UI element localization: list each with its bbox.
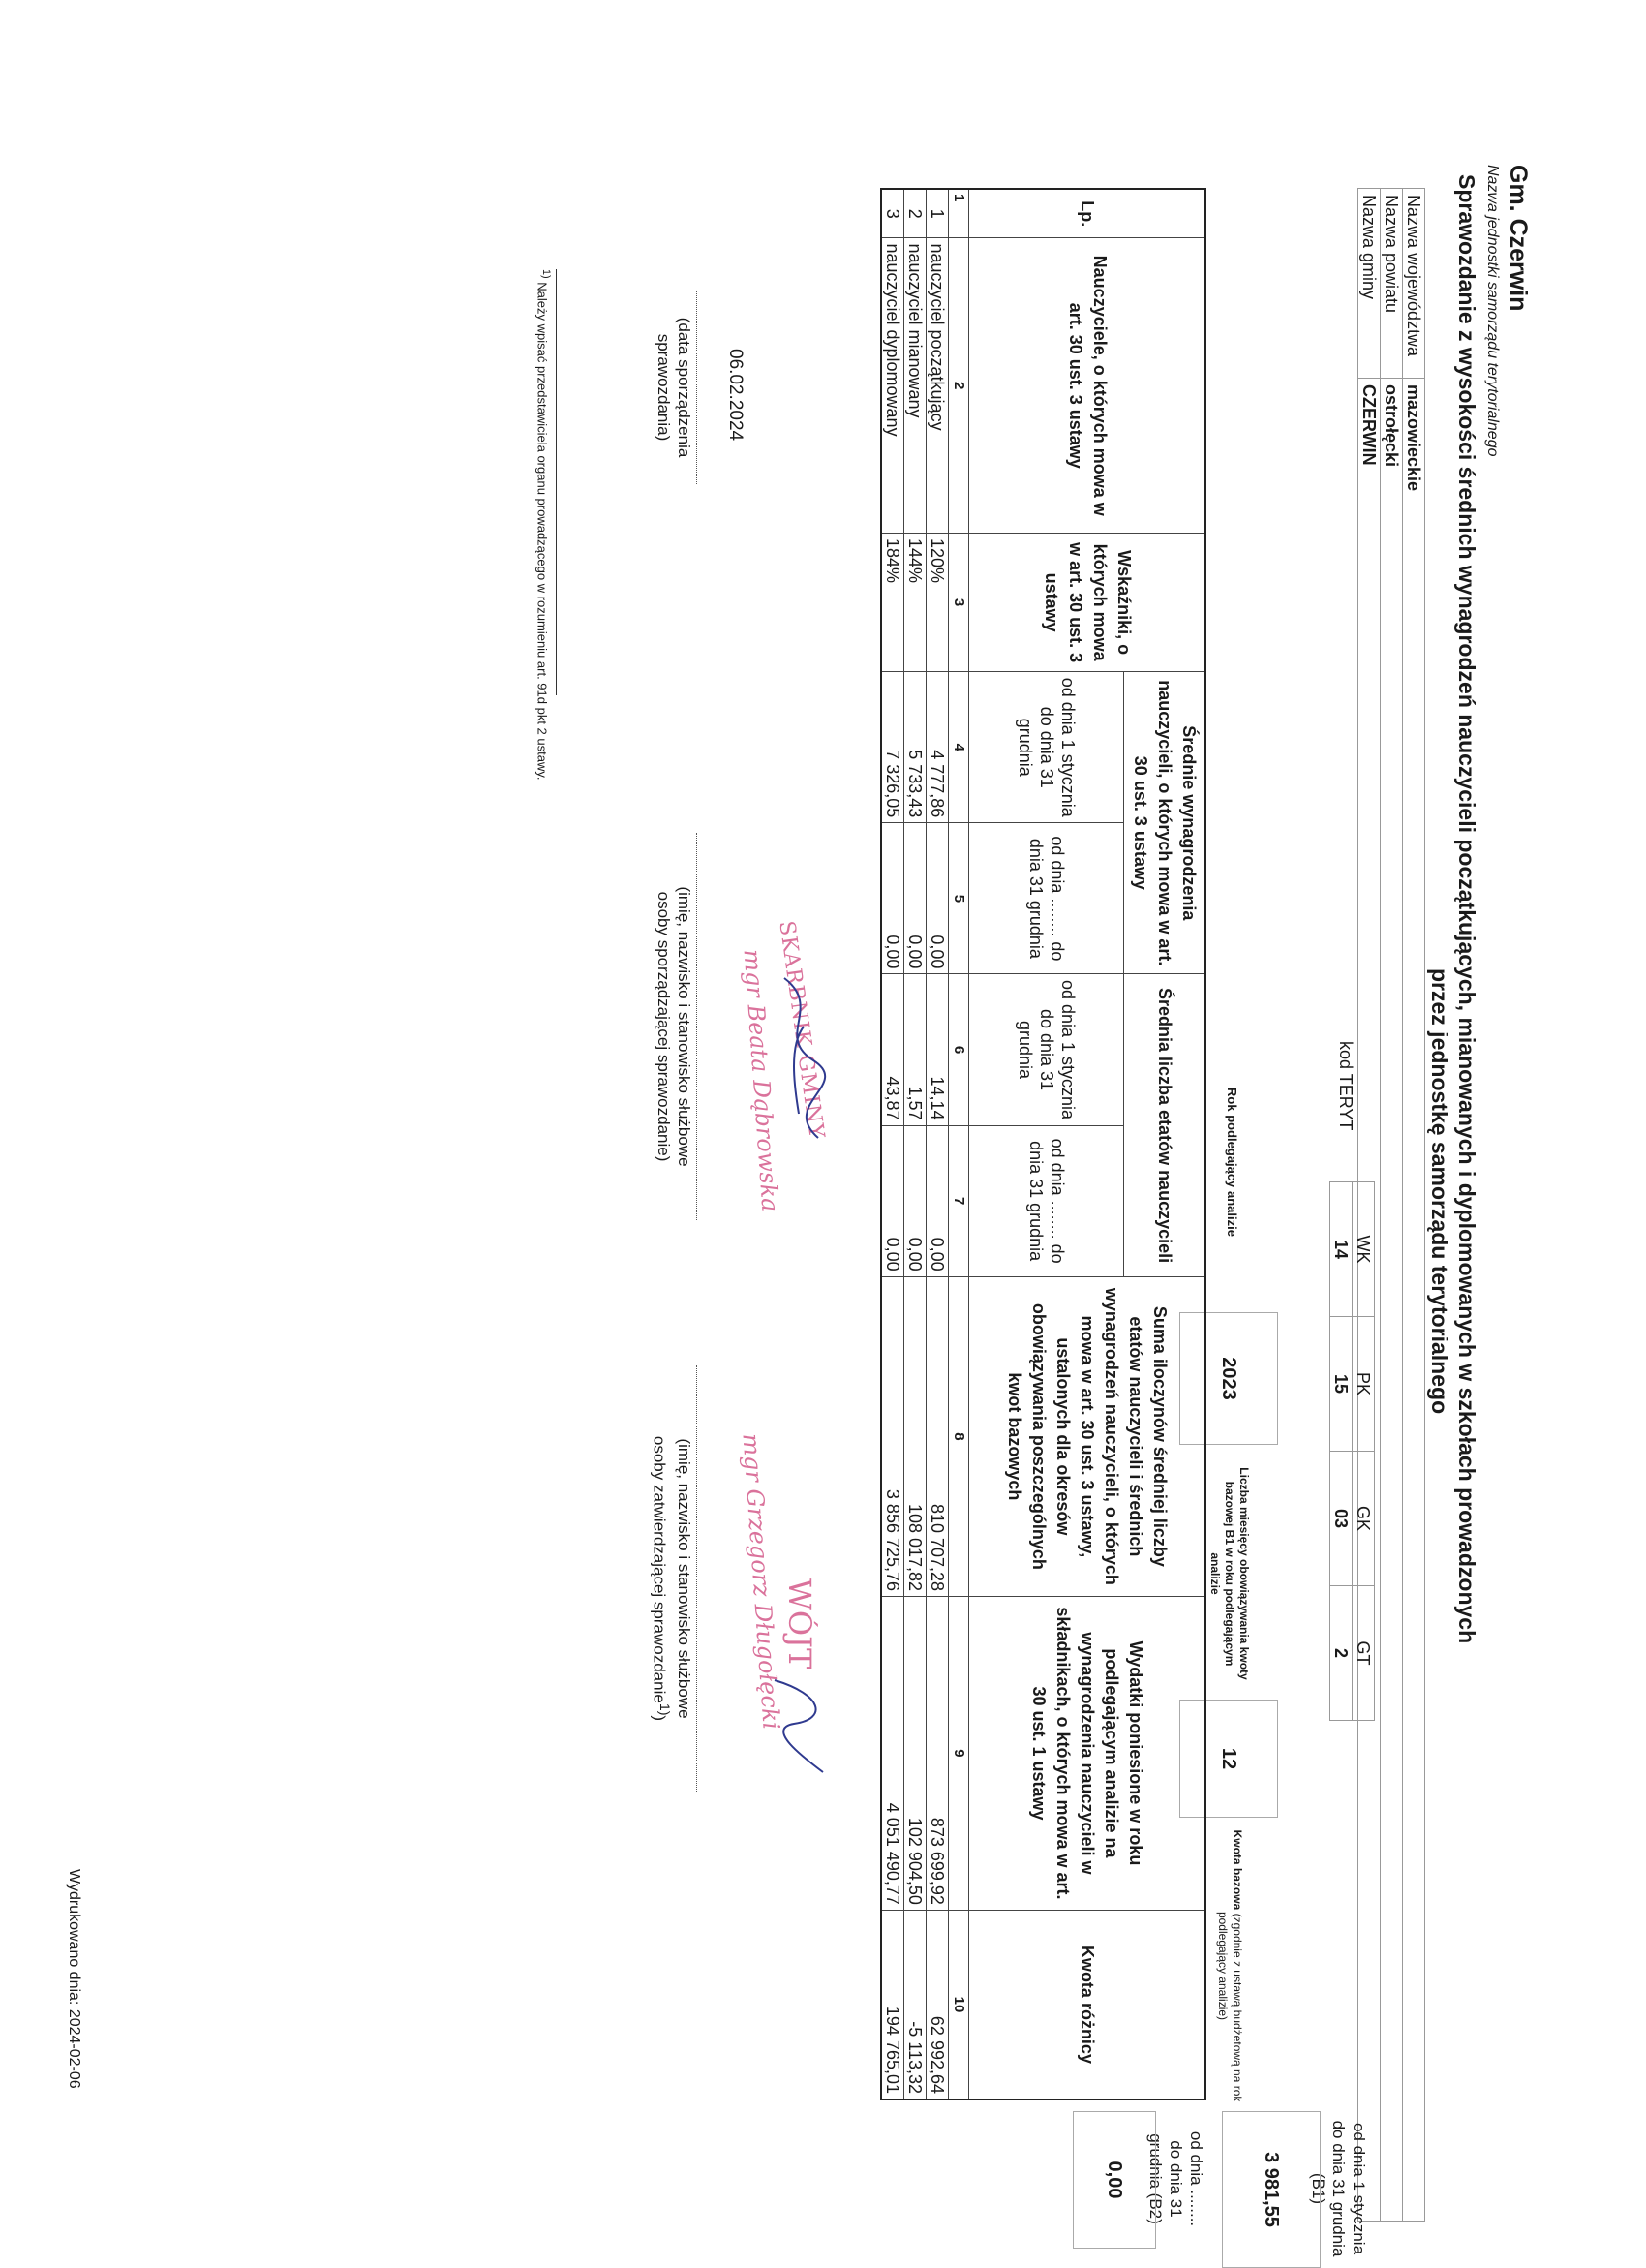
table-row bbox=[904, 189, 927, 2099]
row-sum: 108 017,82 bbox=[904, 1276, 927, 1596]
col-avg-salary-header: Średnie wynagrodzenia nauczycieli, o których mowa w art. 30 ust. 3 ustawy bbox=[1124, 672, 1205, 974]
row-indicator: 120% bbox=[927, 533, 949, 671]
date-caption-line1: (data sporządzenia bbox=[675, 317, 693, 458]
row-salary-b: 0,00 bbox=[904, 823, 927, 974]
row-lp: 2 bbox=[904, 189, 927, 238]
row-etat-b: 0,00 bbox=[882, 1125, 905, 1276]
row-salary-a: 5 733,43 bbox=[904, 672, 927, 823]
row-etat-b: 0,00 bbox=[904, 1125, 927, 1276]
footnote-divider bbox=[556, 269, 557, 695]
teryt-code-name: GT bbox=[1353, 1586, 1375, 1721]
location-row-voivodeship bbox=[1403, 189, 1425, 2222]
preparer-caption-line1: (imię, nazwisko i stanowisko służbowe bbox=[675, 886, 693, 1167]
row-expenses: 102 904,50 bbox=[904, 1597, 927, 1911]
column-index: 6 bbox=[949, 974, 969, 1125]
preparer-caption bbox=[654, 833, 697, 1220]
base-amount-label-note: (zgodnie z ustawą budżetową na rok podlegający analizie) bbox=[1216, 1911, 1244, 2102]
column-index: 5 bbox=[949, 823, 969, 974]
unit-name: Gm. Czerwin bbox=[1505, 165, 1532, 312]
teryt-code-name: WK bbox=[1353, 1182, 1375, 1317]
b1-value: 3 981,55 bbox=[1222, 2111, 1321, 2268]
col-salary-period-b: od dnia ........ do dnia 31 grudnia bbox=[969, 823, 1124, 974]
approver-caption-line2 bbox=[649, 1365, 674, 1792]
column-index: 2 bbox=[949, 238, 969, 534]
col-etat-period-a: od dnia 1 stycznia do dnia 31 grudnia bbox=[969, 974, 1124, 1125]
row-salary-b: 0,00 bbox=[927, 823, 949, 974]
row-sum: 810 707,28 bbox=[927, 1276, 949, 1596]
col-avg-etat-header: Średnia liczba etatów nauczycieli bbox=[1124, 974, 1205, 1276]
col-expenses-header: Wydatki poniesione w roku podlegającym analizie na wynagrodzenia nauczycieli w składnikach, o których mowa w art. 30 ust. 1 ustawy bbox=[969, 1597, 1205, 1911]
year-label: Rok podlegający analizie bbox=[1225, 1088, 1239, 1237]
teryt-code-value: 03 bbox=[1330, 1452, 1353, 1586]
col-sum-products-header: Suma iloczynów średniej liczby etatów nauczycieli i średnich wynagrodzeń nauczycieli, o których mowa w art. 30 ust. 3 ustawy, ustalonych dla okresów obowiązywania poszczególnych kwot bazowych bbox=[969, 1276, 1205, 1596]
year-value: 2023 bbox=[1179, 1312, 1278, 1445]
b2-label-line1: od dnia ........ bbox=[1187, 2130, 1205, 2227]
date-caption-line2: sprawozdania) bbox=[655, 333, 673, 442]
column-index: 8 bbox=[949, 1276, 969, 1596]
approver-caption-line2-text: osoby zatwierdzającej sprawozdanie bbox=[650, 1435, 669, 1703]
report-title-line2: przez jednostkę samorządu terytorialnego bbox=[1427, 968, 1452, 1415]
months-label: Liczba miesięcy obowiązywania kwoty bazowej B1 w roku podlegającym analizie bbox=[1208, 1467, 1252, 1680]
location-value: ostrołęcki bbox=[1381, 379, 1403, 2222]
column-index: 10 bbox=[949, 1910, 969, 2099]
footnote-text: Należy wpisać przedstawiciela organu prowadzącego w rozumieniu art. 91d pkt 2 ustawy. bbox=[534, 282, 550, 781]
unit-caption: Nazwa jednostki samorządu terytorialnego bbox=[1484, 165, 1501, 457]
row-salary-a: 7 326,05 bbox=[882, 672, 905, 823]
approver-footnote-mark: 1) bbox=[656, 1702, 672, 1716]
teryt-code-name: PK bbox=[1353, 1317, 1375, 1452]
row-lp: 3 bbox=[882, 189, 905, 238]
row-expenses: 873 699,92 bbox=[927, 1597, 949, 1911]
preparer-caption-line2: osoby sporządzającej sprawozdanie) bbox=[655, 891, 673, 1162]
report-date: 06.02.2024 bbox=[725, 349, 746, 442]
column-index-row bbox=[949, 189, 969, 2099]
teryt-table bbox=[1329, 1181, 1375, 1721]
approver-caption-line1: (imię, nazwisko i stanowisko służbowe bbox=[675, 1438, 693, 1719]
column-index: 3 bbox=[949, 533, 969, 671]
b1-label-line1: od dnia 1 stycznia bbox=[1350, 2122, 1368, 2255]
preparer-signature-icon bbox=[765, 968, 833, 1152]
location-label: Nazwa gminy bbox=[1358, 189, 1381, 379]
preparer-stamp-name: mgr Beata Dąbrowska bbox=[738, 948, 784, 1213]
col-difference-header: Kwota różnicy bbox=[969, 1910, 1205, 2099]
column-index: 4 bbox=[949, 672, 969, 823]
row-difference: -5 113,32 bbox=[904, 1910, 927, 2099]
base-amount-label-bold: Kwota bazowa bbox=[1231, 1829, 1244, 1911]
row-indicator: 184% bbox=[882, 533, 905, 671]
row-indicator: 144% bbox=[904, 533, 927, 671]
col-etat-period-b: od dnia ........ do dnia 31 grudnia bbox=[969, 1125, 1124, 1276]
print-date: Wydrukowano dnia: 2024-02-06 bbox=[66, 1869, 82, 2089]
row-etat-b: 0,00 bbox=[927, 1125, 949, 1276]
salary-table bbox=[881, 188, 1207, 2100]
teryt-label: kod TERYT bbox=[1336, 1041, 1356, 1131]
teryt-code-name: GK bbox=[1353, 1452, 1375, 1586]
col-indicators-header: Wskaźniki, o których mowa w art. 30 ust. 3 ustawy bbox=[969, 533, 1205, 671]
teryt-code-value: 14 bbox=[1330, 1182, 1353, 1317]
row-teacher-name: nauczyciel dyplomowany bbox=[882, 238, 905, 534]
col-lp-header: Lp. bbox=[969, 189, 1205, 238]
months-value: 12 bbox=[1179, 1700, 1278, 1818]
row-lp: 1 bbox=[927, 189, 949, 238]
row-sum: 3 856 725,76 bbox=[882, 1276, 905, 1596]
col-salary-period-a: od dnia 1 stycznia do dnia 31 grudnia bbox=[969, 672, 1124, 823]
column-index: 7 bbox=[949, 1125, 969, 1276]
table-row bbox=[927, 189, 949, 2099]
row-salary-b: 0,00 bbox=[882, 823, 905, 974]
b2-label-line2: do dnia 31 grudnia (B2) bbox=[1146, 2133, 1185, 2224]
approver-signature-icon bbox=[765, 1666, 833, 1792]
location-value: mazowieckie bbox=[1403, 379, 1425, 2222]
report-title-line1: Sprawozdanie z wysokości średnich wynagrodzeń nauczycieli początkujących, mianowanych i dyplomowanych w szkołach prowadzonych bbox=[1454, 174, 1479, 1644]
approver-stamp-title: WÓJT bbox=[781, 1578, 818, 1670]
approver-stamp-name: mgr Grzegorz Długołęcki bbox=[737, 1432, 785, 1731]
approver-caption-end: ) bbox=[650, 1715, 669, 1722]
col-teachers-header: Nauczyciele, o których mowa w art. 30 ust. 3 ustawy bbox=[969, 238, 1205, 534]
b2-value: 0,00 bbox=[1073, 2111, 1156, 2249]
row-teacher-name: nauczyciel mianowany bbox=[904, 238, 927, 534]
row-expenses: 4 051 490,77 bbox=[882, 1597, 905, 1911]
footnote bbox=[535, 269, 552, 781]
location-label: Nazwa powiatu bbox=[1381, 189, 1403, 379]
teryt-code-value: 15 bbox=[1330, 1317, 1353, 1452]
row-etat-a: 1,57 bbox=[904, 974, 927, 1125]
row-salary-a: 4 777,86 bbox=[927, 672, 949, 823]
row-etat-a: 14,14 bbox=[927, 974, 949, 1125]
column-index: 1 bbox=[949, 189, 969, 238]
row-difference: 194 765,01 bbox=[882, 1910, 905, 2099]
row-difference: 62 992,64 bbox=[927, 1910, 949, 2099]
row-etat-a: 43,87 bbox=[882, 974, 905, 1125]
footnote-mark: 1) bbox=[540, 269, 552, 279]
location-value: CZERWIN bbox=[1358, 379, 1381, 2222]
approver-caption bbox=[649, 1365, 697, 1792]
row-teacher-name: nauczyciel początkujący bbox=[927, 238, 949, 534]
teryt-code-value: 2 bbox=[1330, 1586, 1353, 1721]
preparer-stamp-title: SKARBNIK GMINY bbox=[774, 919, 829, 1141]
column-index: 9 bbox=[949, 1597, 969, 1911]
b1-label-line2: do dnia 31 grudnia (B1) bbox=[1309, 2120, 1348, 2257]
location-row-county bbox=[1381, 189, 1403, 2222]
table-row bbox=[882, 189, 905, 2099]
date-caption bbox=[654, 291, 697, 484]
location-label: Nazwa województwa bbox=[1403, 189, 1425, 379]
